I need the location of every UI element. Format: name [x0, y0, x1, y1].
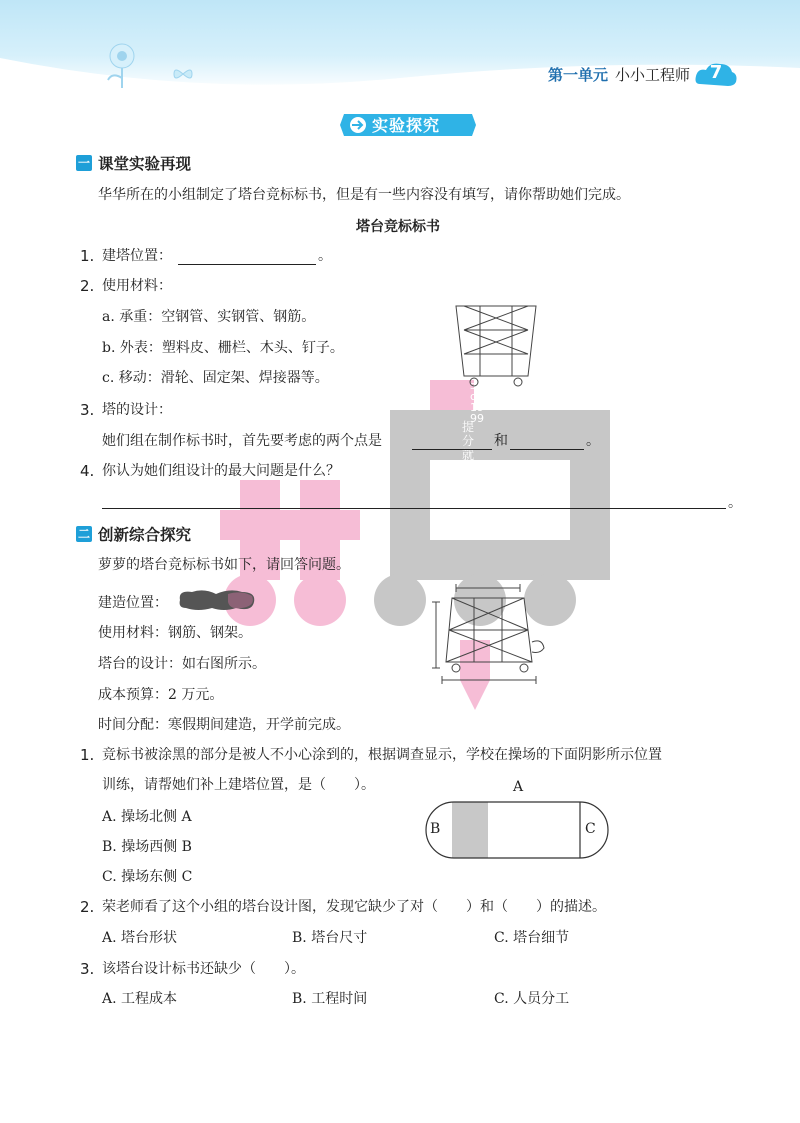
doc-title: 塔台竞标标书 — [356, 219, 440, 235]
banner-label: 实验探究 — [372, 116, 441, 135]
s2-q2-text: 荣老师看了这个小组的塔台设计图，发现它缺少了对（ ）和（ ）的描述。 — [102, 899, 606, 915]
material-item: a. 承重：空钢管、实钢管、钢筋。 — [102, 309, 316, 325]
info-location: 建造位置： — [98, 595, 168, 611]
sunflower-icon — [100, 40, 144, 90]
s2-q2-option[interactable]: C. 塔台细节 — [494, 930, 570, 946]
option-b[interactable]: B. 操场西侧 B — [102, 839, 192, 855]
section1-title: 课堂实验再现 — [98, 155, 192, 173]
q3-end: 。 — [586, 433, 600, 449]
s2-q2-option[interactable]: B. 塔台尺寸 — [292, 930, 368, 946]
q2-num: 2. — [80, 277, 95, 295]
option-a[interactable]: A. 操场北侧 A — [102, 809, 192, 825]
option-c[interactable]: C. 操场东侧 C — [102, 869, 193, 885]
s2-q3-option[interactable]: B. 工程时间 — [292, 991, 368, 1007]
playground-diagram — [424, 800, 610, 860]
section2-title: 创新综合探究 — [98, 526, 192, 544]
s2-q2-num: 2. — [80, 898, 95, 916]
unit-title: 小小工程师 — [615, 66, 691, 84]
material-item: b. 外表：塑料皮、栅栏、木头、钉子。 — [102, 340, 344, 356]
watermark-text-2: 提分就用典中点 — [462, 420, 475, 518]
q4-label: 你认为她们组设计的最大问题是什么？ — [102, 463, 340, 479]
q3-text: 她们组在制作标书时，首先要考虑的两个点是 — [102, 433, 382, 449]
section2-index: 二 — [77, 527, 90, 541]
s2-q1-line1: 竞标书被涂黑的部分是被人不小心涂到的，根据调查显示，学校在操场的下面阴影所示位置 — [102, 747, 662, 763]
s2-q1-line2: 训练，请帮她们补上建塔位置，是（ ）。 — [102, 777, 375, 793]
info-budget: 成本预算：2 万元。 — [98, 687, 224, 703]
s2-q3-num: 3. — [80, 960, 95, 978]
s2-q3-option[interactable]: C. 人员分工 — [494, 991, 570, 1007]
q1-num: 1. — [80, 247, 95, 265]
section2-intro: 萝萝的塔台竞标标书如下，请回答问题。 — [98, 557, 350, 573]
tower-drawing-2 — [428, 582, 548, 686]
unit-label: 第一单元 — [548, 66, 609, 84]
q1-label: 建塔位置： — [102, 248, 172, 264]
q3-blank-2[interactable] — [510, 435, 584, 450]
tower-drawing-1 — [450, 300, 542, 392]
field-label-c: C — [585, 821, 596, 837]
q4-end: 。 — [728, 495, 742, 511]
field-label-a: A — [513, 779, 524, 795]
s2-q1-num: 1. — [80, 746, 95, 764]
q1-blank[interactable] — [178, 250, 316, 265]
info-design: 塔台的设计：如右图所示。 — [98, 656, 266, 672]
field-label-b: B — [430, 821, 441, 837]
q3-label: 塔的设计： — [102, 402, 172, 418]
section1-index: 一 — [77, 156, 90, 170]
q1-end: 。 — [318, 248, 332, 264]
section1-intro: 华华所在的小组制定了塔台竞标标书，但是有一些内容没有填写，请你帮助她们完成。 — [98, 187, 630, 203]
s2-q3-text: 该塔台设计标书还缺少（ ）。 — [102, 961, 305, 977]
s2-q3-option[interactable]: A. 工程成本 — [102, 991, 178, 1007]
s2-q2-option[interactable]: A. 塔台形状 — [102, 930, 178, 946]
q3-blank-1[interactable] — [412, 435, 492, 450]
ink-blot — [176, 588, 258, 612]
q4-answer-line[interactable] — [102, 494, 726, 509]
watermark-text-1: since 1999 — [470, 379, 486, 425]
q2-label: 使用材料： — [102, 278, 172, 294]
q3-and: 和 — [494, 433, 508, 449]
info-materials: 使用材料：钢筋、钢架。 — [98, 625, 252, 641]
butterfly-icon — [172, 66, 194, 82]
q4-num: 4. — [80, 462, 95, 480]
page-number: 7 — [709, 62, 723, 83]
q3-num: 3. — [80, 401, 95, 419]
info-schedule: 时间分配：寒假期间建造，开学前完成。 — [98, 717, 350, 733]
material-item: c. 移动：滑轮、固定架、焊接器等。 — [102, 370, 329, 386]
